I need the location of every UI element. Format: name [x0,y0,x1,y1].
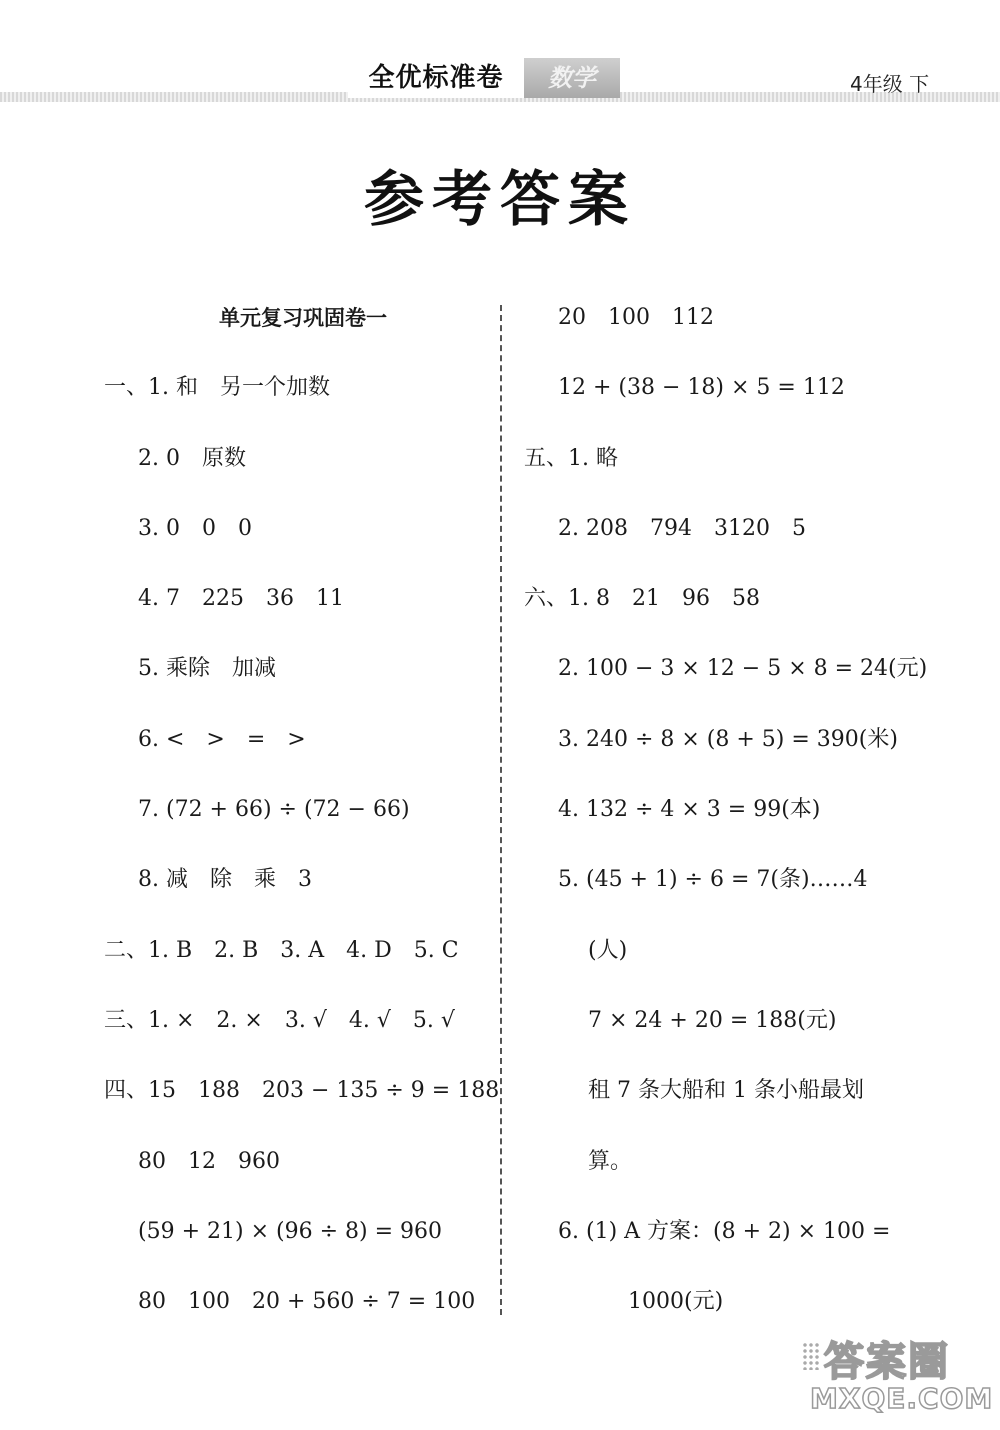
answer-line: 算。 [588,1148,633,1174]
answer-line: 80 12 960 [138,1148,280,1174]
watermark-logo [802,1330,992,1418]
answer-line: 2. 208 794 3120 5 [558,515,806,541]
answer-line: 6. (1) A 方案：(8 + 2) × 100 = [558,1218,891,1244]
answer-line: (人) [588,937,628,963]
answer-line: 三、1. × 2. × 3. √ 4. √ 5. √ [104,1007,455,1033]
answer-line: 4. 132 ÷ 4 × 3 = 99(本) [558,797,821,823]
brand-name: 全优标准卷 [348,58,524,98]
answer-line: 2. 100 − 3 × 12 − 5 × 8 = 24(元) [558,656,928,682]
answer-line: 一、1. 和 另一个加数 [104,375,330,401]
answer-line: (59 + 21) × (96 ÷ 8) = 960 [138,1218,442,1244]
answer-line: 2. 0 原数 [138,445,246,471]
answer-line: 3. 240 ÷ 8 × (8 + 5) = 390(米) [558,726,898,752]
brand-badge [348,58,620,98]
brand-subject: 数学 [524,58,620,98]
answer-line: 3. 0 0 0 [138,515,252,541]
answer-line: 7. (72 + 66) ÷ (72 − 66) [138,797,410,823]
answer-line: 六、1. 8 21 96 58 [524,586,760,612]
page-title: 参考答案 [364,165,636,235]
answer-line: 80 100 20 + 560 ÷ 7 = 100 [138,1289,476,1315]
answer-line: 5. (45 + 1) ÷ 6 = 7(条)……4 [558,867,868,893]
left-column [104,294,500,1348]
answer-line: 5. 乘除 加减 [138,656,276,682]
column-divider [500,305,502,1315]
right-column [524,294,964,1348]
answer-line: 12 + (38 − 18) × 5 = 112 [558,375,845,401]
answer-line: 1000(元) [628,1289,724,1315]
answer-line: 二、1. B 2. B 3. A 4. D 5. C [104,937,459,963]
dot-grid-icon [802,1342,820,1370]
answer-line: 4. 7 225 36 11 [138,586,344,612]
watermark-url: MXQE.COM [810,1382,994,1415]
answer-line: 租 7 条大船和 1 条小船最划 [588,1078,864,1104]
answer-line: 8. 减 除 乘 3 [138,867,312,893]
answer-line: 7 × 24 + 20 = 188(元) [588,1007,837,1033]
answer-line: 6. < > = > [138,726,306,752]
grade-label: 4年级 下 [850,72,930,96]
answer-line: 20 100 112 [558,305,714,330]
watermark-title: 答案圈 [824,1339,950,1385]
answer-line: 四、15 188 203 − 135 ÷ 9 = 188 [104,1078,500,1104]
section-title: 单元复习巩固卷一 [219,306,387,330]
answer-line: 五、1. 略 [524,445,618,471]
